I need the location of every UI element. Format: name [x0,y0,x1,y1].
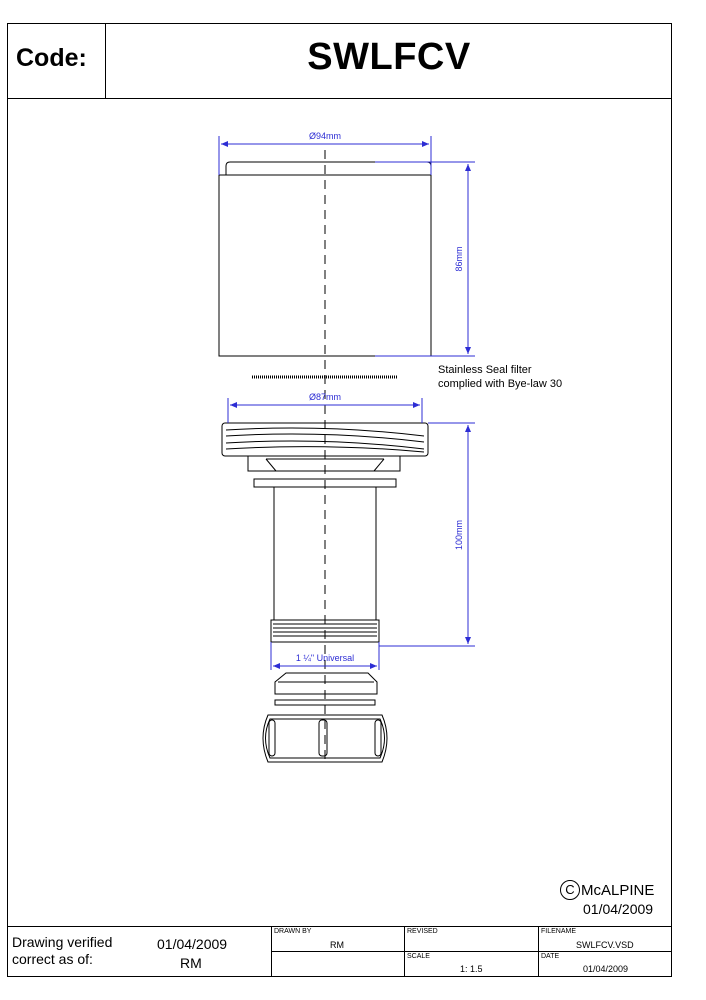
verified-line1: Drawing verified [12,934,113,950]
filter-annotation-line1: Stainless Seal filter [438,364,532,376]
filename-label: FILENAME [541,928,577,935]
dim-top-height-label: 86mm [454,246,464,272]
dim-body-height-label: 100mm [454,519,464,551]
title-block-top-rule [7,926,672,927]
verified-by: RM [180,955,202,971]
product-code: SWLFCV [307,36,471,78]
cone-washer [275,673,377,705]
brand-name: McALPINE [581,881,655,899]
revised-label: REVISED [407,928,438,935]
dim-top-diameter-label: Ø94mm [308,131,342,141]
drawn-by-value: RM [330,940,344,950]
body-flange [248,456,400,487]
scale-label: SCALE [407,953,430,960]
verified-date: 01/04/2009 [157,936,228,952]
dim-thread-label: 1 ¼" Universal [295,653,355,663]
date-label: DATE [541,953,560,960]
title-block-mid-rule [271,951,672,952]
filter-annotation [438,363,562,391]
dim-body-diameter-label: Ø87mm [308,392,342,402]
filter-annotation-line2: complied with Bye-law 30 [438,378,563,390]
copyright-icon: C [560,880,580,900]
code-label: Code: [16,44,87,72]
verified-label [12,934,112,968]
date-value: 01/04/2009 [583,964,629,974]
verified-line2: correct as of: [12,951,93,967]
drawn-by-label: DRAWN BY [274,928,312,935]
filename-value: SWLFCV.VSD [576,940,634,950]
copyright-mark [560,880,654,900]
scale-value: 1: 1.5 [460,964,483,974]
copyright-date: 01/04/2009 [583,901,654,917]
